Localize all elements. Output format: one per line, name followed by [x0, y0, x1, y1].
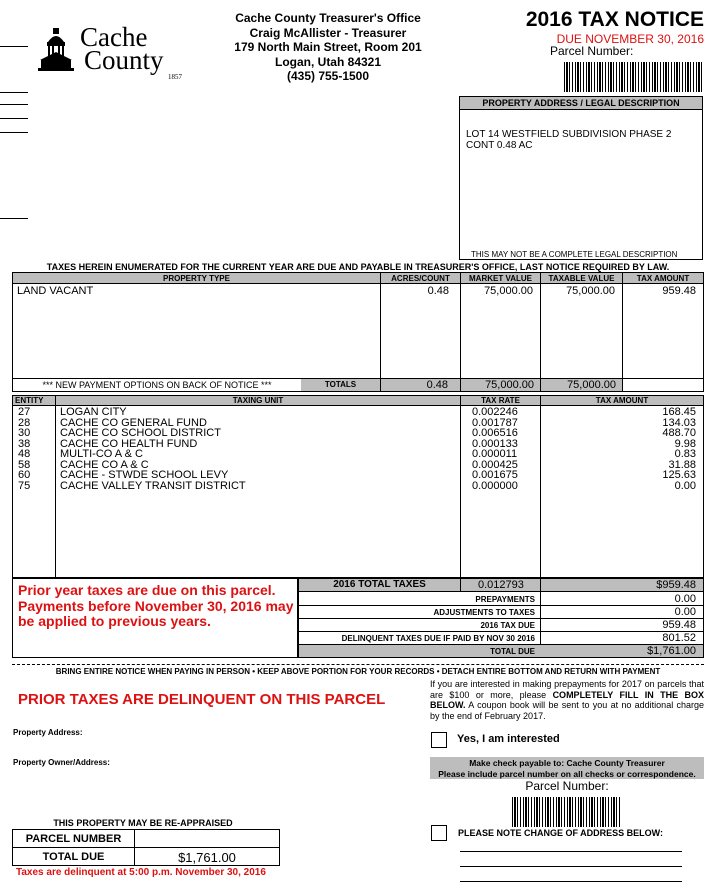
tax-due-label: 2016 TAX DUE	[480, 621, 535, 630]
taxing-unit: CACHE - STWDE SCHOOL LEVY	[60, 469, 229, 481]
change-address-checkbox[interactable]	[431, 825, 447, 841]
barcode-icon	[564, 62, 704, 92]
taxing-unit: CACHE VALLEY TRANSIT DISTRICT	[60, 479, 246, 492]
prepayments-value: 0.00	[674, 593, 696, 605]
market-value: 75,000.00	[484, 285, 533, 297]
detach-line	[12, 664, 704, 665]
margin-mark	[0, 46, 28, 47]
tax-rate: 0.000425	[472, 458, 518, 471]
address-line[interactable]	[460, 881, 682, 882]
stub-total-due-value: $1,761.00	[178, 850, 236, 865]
tax-amount-value: 959.48	[662, 285, 696, 297]
legal-line: LOT 14 WESTFIELD SUBDIVISION PHASE 2	[466, 129, 672, 140]
logo-wordmark: Cache County	[80, 22, 164, 75]
col-entity-tax-amount: TAX AMOUNT	[595, 396, 649, 405]
taxing-unit: CACHE CO HEALTH FUND	[60, 437, 198, 450]
tax-rate-column	[472, 407, 518, 491]
taxable-value: 75,000.00	[566, 285, 615, 297]
entity-column	[18, 407, 30, 491]
office-name: Cache County Treasurer's Office	[235, 11, 421, 25]
tax-due-value: 959.48	[662, 619, 696, 631]
change-address-label: PLEASE NOTE CHANGE OF ADDRESS BELOW:	[458, 828, 664, 838]
total-due-label: TOTAL DUE	[490, 647, 535, 656]
payment-options-note: *** NEW PAYMENT OPTIONS ON BACK OF NOTICE ***	[42, 380, 272, 390]
margin-mark	[0, 132, 28, 133]
total-taxes-value: $959.48	[656, 579, 696, 591]
col-tax-rate: TAX RATE	[481, 396, 520, 405]
tax-rate: 0.001787	[472, 416, 518, 429]
entity-code: 38	[18, 437, 31, 450]
tax-rate: 0.002246	[472, 406, 518, 418]
col-acres: ACRES/COUNT	[391, 274, 450, 283]
taxing-unit: CACHE CO A & C	[60, 458, 149, 471]
adjustments-label: ADJUSTMENTS TO TAXES	[433, 608, 535, 617]
legal-description	[466, 129, 671, 151]
property-type: LAND VACANT	[17, 285, 94, 297]
totals-acres: 0.48	[381, 379, 460, 391]
entity-code: 30	[18, 427, 31, 439]
total-rate: 0.012793	[478, 579, 524, 591]
taxing-unit: CACHE CO SCHOOL DISTRICT	[60, 427, 221, 439]
stub-parcel-label: Parcel Number:	[525, 779, 609, 793]
office-city: Logan, Utah 84321	[274, 54, 382, 69]
office-address: 179 North Main Street, Room 201	[234, 40, 422, 54]
col-taxable-value: TAXABLE VALUE	[548, 274, 615, 283]
address-line[interactable]	[460, 851, 682, 852]
total-due-value: $1,761.00	[647, 645, 696, 657]
margin-mark	[0, 118, 28, 119]
entity-tax-amount: 488.70	[662, 427, 696, 439]
entity-tax-amount: 168.45	[662, 406, 696, 418]
legal-footnote: THIS MAY NOT BE A COMPLETE LEGAL DESCRIPTION	[471, 250, 678, 259]
totals-taxable: 75,000.00	[541, 379, 622, 391]
treasurer-name: Craig McAllister - Treasurer	[249, 25, 407, 40]
legal-line: CONT 0.48 AC	[466, 140, 533, 151]
address-line[interactable]	[460, 866, 682, 867]
acres-value: 0.48	[427, 285, 449, 297]
margin-mark	[0, 104, 28, 105]
entity-code: 28	[18, 416, 31, 429]
courthouse-logo-icon	[36, 26, 76, 74]
office-phone: (435) 755-1500	[286, 69, 370, 83]
entity-tax-amount: 134.03	[662, 416, 696, 429]
tax-rate: 0.000011	[472, 448, 518, 460]
col-tax-amount: TAX AMOUNT	[636, 274, 690, 283]
delinquent-banner: PRIOR TAXES ARE DELINQUENT ON THIS PARCEL	[18, 691, 386, 708]
entity-tax-amount-column	[600, 407, 696, 491]
entity-code: 27	[18, 406, 31, 418]
tax-rate: 0.001675	[472, 469, 518, 481]
entity-code: 60	[18, 469, 31, 481]
prepayment-info: If you are interested in making prepayments for 2017 on parcels that are $100 or more, please COMPLETELY FILL IN THE BOX BELOW. A coupon book will be sent to you at no additional charge by the end of February 2017.	[430, 679, 705, 721]
totals-market: 75,000.00	[461, 379, 540, 391]
taxing-unit-column	[60, 407, 246, 491]
tax-rate: 0.000133	[472, 437, 518, 450]
entity-tax-amount: 0.83	[674, 448, 696, 460]
entity-code: 48	[18, 448, 31, 460]
stub-barcode-icon	[512, 797, 620, 827]
delinquent-taxes-label: DELINQUENT TAXES DUE IF PAID BY NOV 30 2016	[341, 634, 535, 643]
property-owner-label: Property Owner/Address:	[13, 758, 110, 767]
entity-tax-amount: 0.00	[674, 479, 696, 492]
tax-rate: 0.006516	[472, 427, 518, 439]
prepayments-label: PREPAYMENTS	[475, 595, 535, 604]
entity-code: 75	[18, 479, 31, 492]
col-entity: ENTITY	[15, 396, 44, 405]
delinquent-taxes-value: 801.52	[662, 632, 696, 644]
legal-description-header: PROPERTY ADDRESS / LEGAL DESCRIPTION	[460, 97, 702, 110]
logo-year: 1857	[168, 73, 182, 81]
taxing-unit: LOGAN CITY	[60, 406, 127, 418]
entity-tax-amount: 9.98	[674, 437, 696, 450]
entity-code: 58	[18, 458, 31, 471]
col-market-value: MARKET VALUE	[469, 274, 532, 283]
legal-description-box	[459, 96, 703, 260]
notice-title: 2016 TAX NOTICE	[525, 8, 704, 31]
entity-tax-amount: 31.88	[668, 458, 696, 471]
stub-instructions: BRING ENTIRE NOTICE WHEN PAYING IN PERSON • KEEP ABOVE PORTION FOR YOUR RECORDS • DETACH ENTIRE BOTTOM AND RETURN WITH PAYMENT	[55, 667, 661, 676]
reappraised-note: THIS PROPERTY MAY BE RE-APPRAISED	[53, 818, 233, 828]
delinquent-time-note: Taxes are delinquent at 5:00 p.m. November 30, 2016	[16, 867, 266, 878]
statement-text: TAXES HEREIN ENUMERATED FOR THE CURRENT YEAR ARE DUE AND PAYABLE IN TREASURER'S OFFICE, LAST NOTICE REQUIRED BY LAW.	[46, 262, 670, 272]
col-property-type: PROPERTY TYPE	[163, 274, 230, 283]
stub-parcel-number-label: PARCEL NUMBER	[25, 833, 122, 845]
entity-tax-amount: 125.63	[662, 469, 696, 481]
stub-total-due-label: TOTAL DUE	[42, 851, 105, 863]
property-address-label: Property Address:	[13, 728, 83, 737]
prior-warning-text: Prior year taxes are due on this parcel. Payments before November 30, 2016 may be applied to previous years.	[18, 582, 294, 629]
parcel-number-label: Parcel Number:	[550, 44, 634, 58]
payable-note: Make check payable to: Cache County Treasurer Please include parcel number on all checks or correspondence.	[430, 757, 704, 779]
taxing-unit: MULTI-CO A & C	[60, 448, 143, 460]
tax-rate: 0.000000	[472, 479, 518, 492]
margin-mark	[0, 92, 28, 93]
office-block	[228, 11, 428, 84]
adjustments-value: 0.00	[674, 606, 696, 618]
taxing-unit: CACHE CO GENERAL FUND	[60, 416, 207, 429]
interested-checkbox[interactable]	[431, 732, 447, 748]
due-date: DUE NOVEMBER 30, 2016	[556, 32, 704, 46]
margin-mark	[0, 218, 28, 219]
total-taxes-label: 2016 TOTAL TAXES	[333, 579, 426, 590]
col-taxing-unit: TAXING UNIT	[232, 396, 284, 405]
interested-label: Yes, I am interested	[457, 733, 560, 745]
totals-label: TOTALS	[301, 379, 380, 391]
